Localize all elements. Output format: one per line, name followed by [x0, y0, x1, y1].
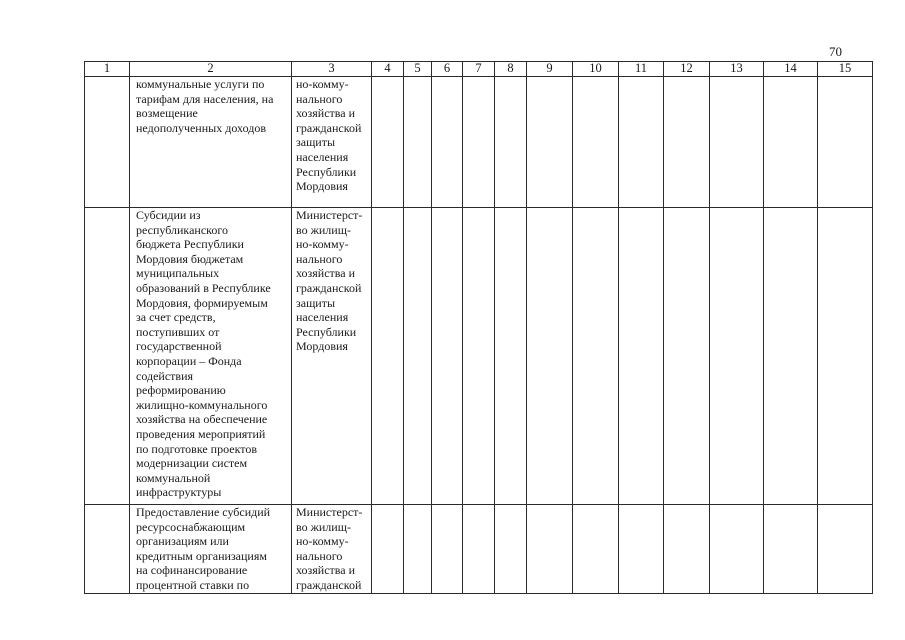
- table-cell: [710, 77, 764, 208]
- column-number: 8: [495, 62, 527, 77]
- table-row: [85, 505, 873, 594]
- column-number: 6: [432, 62, 463, 77]
- table-cell: [527, 77, 573, 208]
- table-row: [85, 77, 873, 208]
- table-cell: [619, 77, 664, 208]
- table-cell: [463, 505, 495, 594]
- table-cell: [527, 208, 573, 505]
- column-number: 13: [710, 62, 764, 77]
- table-cell: [619, 208, 664, 505]
- column-number: 11: [619, 62, 664, 77]
- measure-description-text: Субсидии из республиканского бюджета Республики Мордовия бюджетам муниципальных образований в Республике Мордовия, формируемым за счет средств, поступивших от государственной корпорации – Фонда содействия реформированию жилищно-коммунального хозяйства на обеспечение проведения мероприятий по подготовке проектов модернизации систем коммунальной инфраструктуры: [136, 208, 271, 500]
- responsible-executor-text: но-комму- нального хозяйства и гражданской защиты населения Республики Мордовия: [296, 77, 362, 194]
- table-cell: [764, 77, 818, 208]
- measure-description: [130, 208, 292, 505]
- column-number-row: [85, 62, 873, 77]
- responsible-executor: [292, 505, 372, 594]
- table-cell: [573, 505, 619, 594]
- column-number: 15: [818, 62, 873, 77]
- column-number: 10: [573, 62, 619, 77]
- table-cell: [527, 505, 573, 594]
- table-cell: [664, 505, 710, 594]
- column-number: 9: [527, 62, 573, 77]
- table-cell: [664, 208, 710, 505]
- table-cell: [710, 208, 764, 505]
- table-cell: [463, 77, 495, 208]
- column-number: 5: [404, 62, 432, 77]
- table-cell: [463, 208, 495, 505]
- table-cell: [495, 208, 527, 505]
- page-number: 70: [829, 44, 842, 59]
- table-cell: [619, 505, 664, 594]
- table-cell: [818, 208, 873, 505]
- column-number: 1: [85, 62, 130, 77]
- responsible-executor: [292, 208, 372, 505]
- table-cell: [404, 505, 432, 594]
- table-row: [85, 208, 873, 505]
- table-cell: [710, 505, 764, 594]
- table-cell: [495, 77, 527, 208]
- table-cell: [432, 208, 463, 505]
- measure-description: [130, 505, 292, 594]
- table-cell: [85, 505, 130, 594]
- program-table: [84, 61, 873, 594]
- table-cell: [818, 505, 873, 594]
- column-number: 7: [463, 62, 495, 77]
- table-cell: [432, 77, 463, 208]
- table-cell: [85, 77, 130, 208]
- column-number: 14: [764, 62, 818, 77]
- table-cell: [372, 505, 404, 594]
- table-cell: [372, 208, 404, 505]
- column-number: 4: [372, 62, 404, 77]
- table-cell: [573, 208, 619, 505]
- table-cell: [85, 208, 130, 505]
- column-number: 12: [664, 62, 710, 77]
- measure-description-text: Предоставление субсидий ресурсоснабжающим организациям или кредитным организациям на софинансирование процентной ставки по: [136, 505, 271, 592]
- responsible-executor: [292, 77, 372, 208]
- table-cell: [372, 77, 404, 208]
- table-cell: [764, 208, 818, 505]
- measure-description: [130, 77, 292, 208]
- table-cell: [664, 77, 710, 208]
- responsible-executor-text: Министерст- во жилищ- но-комму- нального хозяйства и гражданской защиты населения Республики Мордовия: [296, 208, 363, 354]
- table-cell: [573, 77, 619, 208]
- table-cell: [432, 505, 463, 594]
- table-cell: [404, 208, 432, 505]
- column-number: 2: [130, 62, 292, 77]
- column-number: 3: [292, 62, 372, 77]
- measure-description-text: коммунальные услуги по тарифам для населения, на возмещение недополученных доходов: [136, 77, 274, 135]
- table-cell: [404, 77, 432, 208]
- table-cell: [818, 77, 873, 208]
- table-cell: [495, 505, 527, 594]
- table-cell: [764, 505, 818, 594]
- responsible-executor-text: Министерст- во жилищ- но-комму- нального хозяйства и гражданской: [296, 505, 363, 592]
